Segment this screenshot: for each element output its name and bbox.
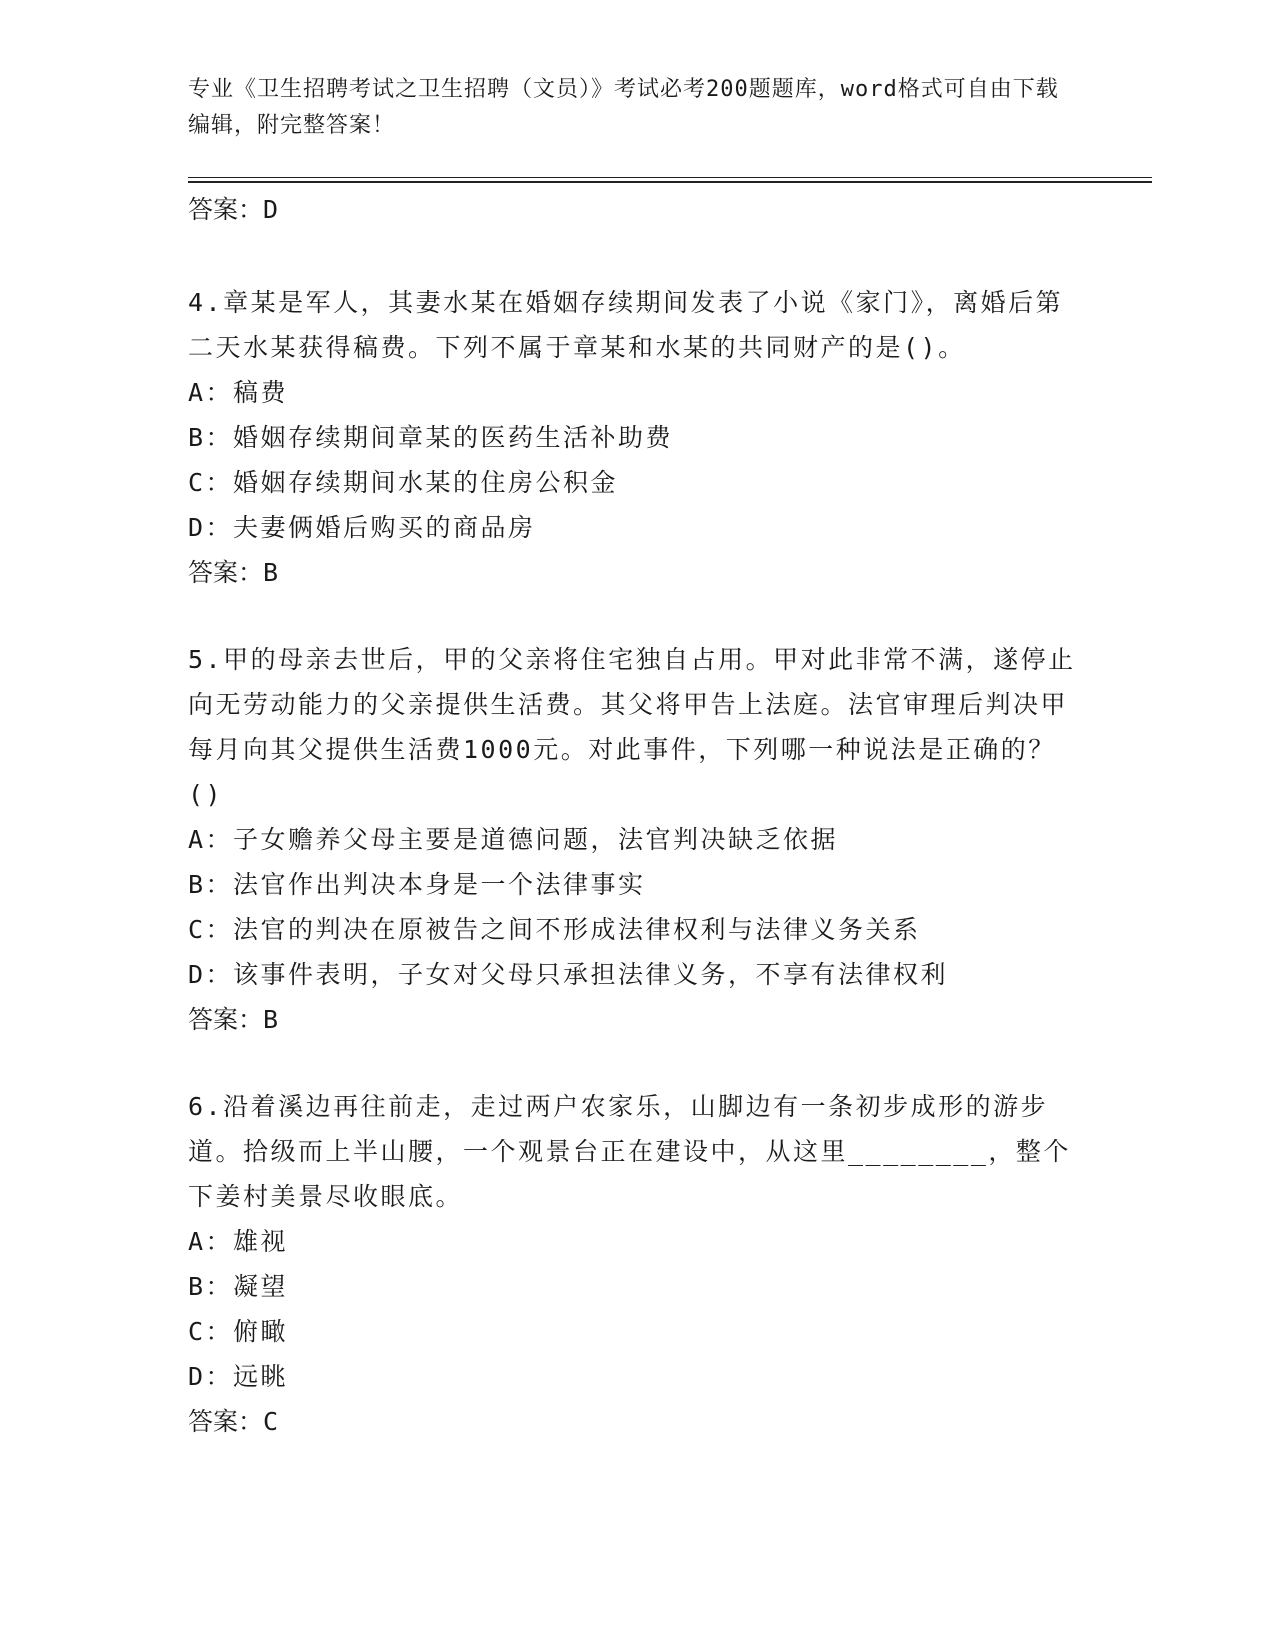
option-c: C：法官的判决在原被告之间不形成法律权利与法律义务关系 xyxy=(188,915,921,944)
question-list xyxy=(188,280,1088,1486)
header-divider-thin xyxy=(188,177,1152,178)
previous-answer: 答案：D xyxy=(188,195,279,224)
option-d: D：该事件表明，子女对父母只承担法律义务，不享有法律权利 xyxy=(188,960,949,989)
option-b: B：婚姻存续期间章某的医药生活补助费 xyxy=(188,423,674,452)
option-c: C：俯瞰 xyxy=(188,1317,289,1346)
answer: 答案：B xyxy=(188,1005,279,1034)
option-d: D：远眺 xyxy=(188,1362,289,1391)
document-header: 专业《卫生招聘考试之卫生招聘（文员）》考试必考200题题库，word格式可自由下载编辑，附完整答案！ xyxy=(188,77,1059,138)
question-5 xyxy=(188,637,1088,1042)
question-stem: 4.章某是军人，其妻水某在婚姻存续期间发表了小说《家门》，离婚后第二天水某获得稿费。下列不属于章某和水某的共同财产的是()。 xyxy=(188,288,1064,362)
question-stem: 6.沿着溪边再往前走，走过两户农家乐，山脚边有一条初步成形的游步道。拾级而上半山腰，一个观景台正在建设中，从这里________，整个下姜村美景尽收眼底。 xyxy=(188,1092,1071,1211)
option-b: B：凝望 xyxy=(188,1272,289,1301)
question-6 xyxy=(188,1084,1088,1444)
option-a: A：稿费 xyxy=(188,378,289,407)
header-divider-thick xyxy=(188,181,1152,183)
question-stem: 5.甲的母亲去世后，甲的父亲将住宅独自占用。甲对此非常不满，遂停止向无劳动能力的父亲提供生活费。其父将甲告上法庭。法官审理后判决甲每月向其父提供生活费1000元。对此事件，下列哪一种说法是正确的？() xyxy=(188,645,1076,809)
option-a: A：子女赡养父母主要是道德问题，法官判决缺乏依据 xyxy=(188,825,839,854)
option-c: C：婚姻存续期间水某的住房公积金 xyxy=(188,468,619,497)
option-a: A：雄视 xyxy=(188,1227,289,1256)
question-4 xyxy=(188,280,1088,595)
answer: 答案：B xyxy=(188,558,279,587)
option-d: D：夫妻俩婚后购买的商品房 xyxy=(188,513,536,542)
answer: 答案：C xyxy=(188,1407,279,1436)
option-b: B：法官作出判决本身是一个法律事实 xyxy=(188,870,646,899)
